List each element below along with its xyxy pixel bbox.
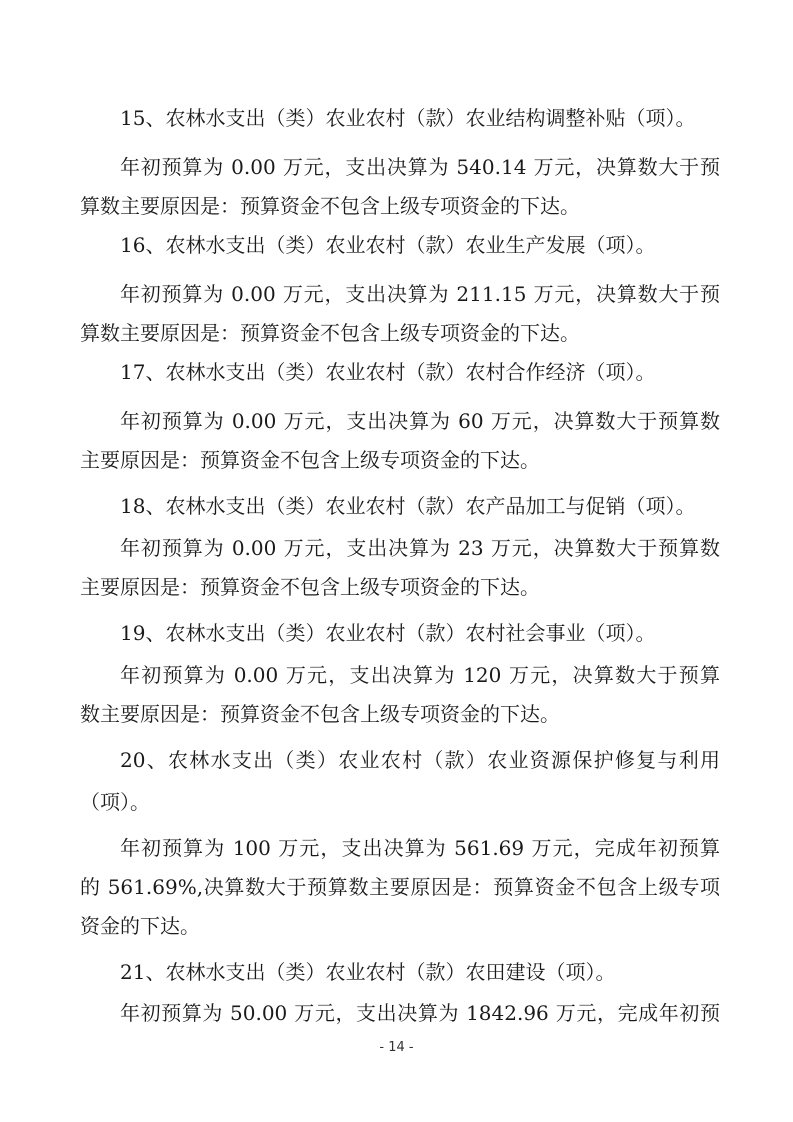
item-17-heading: 17、农林水支出（类）农业农村（款）农村合作经济（项）。 [120, 360, 656, 384]
item-20-heading-line-1: 20、农林水支出（类）农业农村（款）农业资源保护修复与利用 [120, 748, 720, 772]
item-18-heading: 18、农林水支出（类）农业农村（款）农产品加工与促销（项）。 [120, 494, 696, 518]
item-15-heading: 15、农林水支出（类）农业农村（款）农业结构调整补贴（项）。 [120, 106, 696, 130]
item-18-text-line-2: 主要原因是：预算资金不包含上级专项资金的下达。 [80, 575, 540, 599]
item-20-text-line-3: 资金的下达。 [80, 914, 200, 938]
item-20-text-line-1: 年初预算为 100 万元，支出决算为 561.69 万元，完成年初预算 [120, 836, 720, 860]
item-21-text-line-1: 年初预算为 50.00 万元，支出决算为 1842.96 万元，完成年初预 [120, 1001, 720, 1025]
item-21-heading: 21、农林水支出（类）农业农村（款）农田建设（项）。 [120, 960, 616, 984]
page-number: - 14 - [379, 1040, 414, 1055]
item-16-text-line-2: 算数主要原因是：预算资金不包含上级专项资金的下达。 [80, 321, 580, 345]
item-19-text-line-1: 年初预算为 0.00 万元，支出决算为 120 万元，决算数大于预算 [120, 663, 720, 687]
item-19-heading: 19、农林水支出（类）农业农村（款）农村社会事业（项）。 [120, 621, 656, 645]
item-20-text-line-2: 的 561.69%,决算数大于预算数主要原因是：预算资金不包含上级专项 [80, 875, 720, 899]
item-15-text-line-1: 年初预算为 0.00 万元，支出决算为 540.14 万元，决算数大于预 [120, 155, 720, 179]
item-15-text-line-2: 算数主要原因是：预算资金不包含上级专项资金的下达。 [80, 194, 580, 218]
item-16-text-line-1: 年初预算为 0.00 万元，支出决算为 211.15 万元，决算数大于预 [120, 282, 720, 306]
item-20-heading-line-2: （项）。 [80, 790, 150, 814]
item-17-text-line-1: 年初预算为 0.00 万元，支出决算为 60 万元，决算数大于预算数 [120, 409, 720, 433]
item-17-text-line-2: 主要原因是：预算资金不包含上级专项资金的下达。 [80, 448, 540, 472]
item-16-heading: 16、农林水支出（类）农业农村（款）农业生产发展（项）。 [120, 233, 656, 257]
item-19-text-line-2: 数主要原因是：预算资金不包含上级专项资金的下达。 [80, 702, 560, 726]
item-18-text-line-1: 年初预算为 0.00 万元，支出决算为 23 万元，决算数大于预算数 [120, 536, 720, 560]
